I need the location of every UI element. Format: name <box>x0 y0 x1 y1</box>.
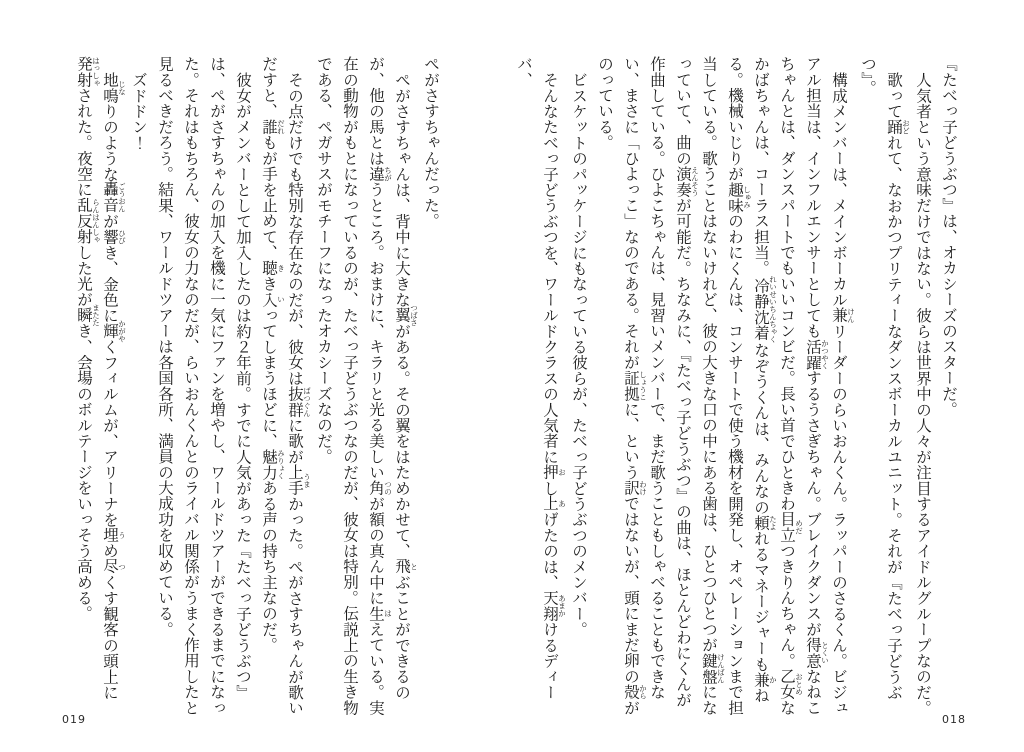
page-right <box>512 0 1024 752</box>
paragraph: 『たべっ子どうぶつ』は、オカシーズのスターだ。 <box>940 56 958 418</box>
paragraph: ビスケットのパッケージにもなっている彼らが、たべっ子どうぶつのメンバー。 <box>570 71 588 637</box>
paragraph: 地鳴じなりのような轟音ごうおんが響ひびき、金色に輝かがやくフィルムが、アリーナを埋うめ尽つくす観客の頭上に発射はっしゃされた。夜空に乱反射らんはんしゃした光が瞬またたき、会場のボルテージをいっそう高める。 <box>75 56 127 700</box>
paragraph: ぺがさすちゃんだった。 <box>422 56 440 229</box>
paragraph: 歌って踊おどれて、なおかつプリティーなダンスボーカルユニット。それが『たべっ子どうぶつ』。 <box>859 56 911 700</box>
paragraph: 彼女がメンバーとして加入したのは約２年前。すでに人気があった『たべっ子どうぶつ』は、ぺがさすちゃんの加入を機に一気にファンを増やし、ワールドツアーができるまでになった。それはもちろん、彼女の力なのだが、らいおんくんとのライバル関係がうまく作用したと見るべきだろう。結果、ワールドツアーは各国各所、満員の大成功を収めている。 <box>156 56 252 716</box>
paragraph: そんなたべっ子どうぶつを、ワールドクラスの人気者に押おし上あげたのは、天翔あまかけるディーバ、 <box>515 56 567 700</box>
paragraph: その点だけでも特別な存在なのだが、彼女は抜群ばつぐんに歌が上手うまかった。ぺがさすちゃんが歌いだすと、誰だれもが手を止めて、聴きき入いってしまうほどに、魅力みりょくある声の持ち主なのだ。 <box>260 56 312 716</box>
paragraph: 構成メンバーは、メインボーカル兼けんリーダーのらいおんくん。ラッパーのさるくん。ビジュアル担当は、インフルエンサーとしても活躍かつやくするうさぎちゃん。ブレイクダンスが得意とくいなねこちゃんとは、ダンスパートでもいいコンビだ。長い首でひときわ目立めだつきりんちゃん。乙女おとめなかばちゃんは、コーラス担当。冷静沈着れいせいちんちゃくなぞうくんは、みんなの頼たよれるマネージャーも兼かねる。機械いじりが趣味しゅみのわにくんは、コンサートで使う機材を開発し、オペレーションまで担当している。歌うことはないけれど、彼の大きな口の中にある歯は、ひとつひとつが鍵盤けんばんになっていて、曲の演奏えんそうが可能だ。ちなみに、『たべっ子どうぶつ』の曲は、ほとんどわにくんが作曲している。ひよこちゃんは、見習いメンバーで、まだ歌うこともしゃべることもできない、まさに「ひよっこ」なのである。それが証拠しょうこに、という訳わけではないが、頭にまだ卵の殻からがのっている。 <box>596 56 856 716</box>
paragraph: 人気者という意味だけではない。彼らは世界中の人々が注目するアイドルグループなのだ。 <box>914 71 932 716</box>
page-number-left: 019 <box>62 713 86 726</box>
page-right-text <box>511 56 962 716</box>
page-left-text <box>71 56 444 716</box>
paragraph: ぺがさすちゃんは、背中に大きな翼つばさがある。その翼をはためかせて、飛とぶことができるのが、他の馬とは違ちがうところ。おまけに、キラリと光る美しい角つのが額の真ん中に生はえている。実在の動物がもとになっているのが、たべっ子どうぶつなのだが、彼女は特別。伝説上の生き物である、ペガサスがモチーフになったオカシーズなのだ。 <box>315 56 419 716</box>
paragraph: ズドドン！ <box>130 71 148 150</box>
page-number-right: 018 <box>942 713 966 726</box>
